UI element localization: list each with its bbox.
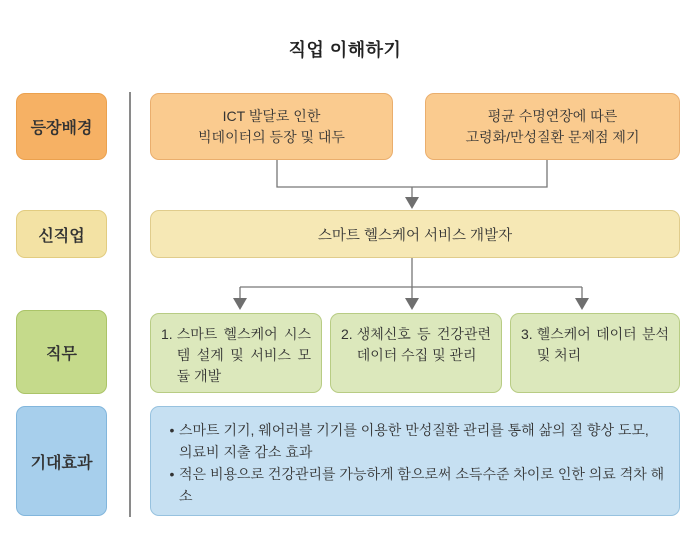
row-label-new-job-text: 신직업 [38,227,85,245]
background-cause-ict-line1: ICT 발달로 인한 [222,107,321,124]
row-label-background [16,93,107,160]
duty-box-3 [510,313,680,393]
row-label-effects [16,406,107,516]
bullet-icon: • [169,422,175,438]
duty-1-text: 스마트 헬스케어 시스템 설계 및 서비스 모듈 개발 [176,326,311,384]
effect-item-2 [165,463,665,507]
down-arrow-icon [233,298,247,310]
duty-3-text: 헬스케어 데이터 분석 및 처리 [536,326,669,363]
effect-item-1 [165,419,665,463]
duty-2-text: 생체신호 등 건강관련 데이터 수집 및 관리 [356,326,491,363]
row-label-duties-text: 직무 [46,345,77,363]
duty-box-2 [330,313,502,393]
page-title: 직업 이해하기 [288,40,402,60]
background-cause-ict-line2: 빅데이터의 등장 및 대두 [198,128,345,145]
effect-1-text: 스마트 기기, 웨어러블 기기를 이용한 만성질환 관리를 통해 삶의 질 향상 도모, 의료비 지출 감소 효과 [179,422,649,460]
row-label-new-job [16,210,107,258]
duty-1-number: 1. [161,326,173,342]
bullet-icon: • [169,466,175,482]
new-job-box [150,210,680,258]
vertical-divider [129,92,131,517]
row-label-effects-text: 기대효과 [30,454,93,472]
row-label-background-text: 등장배경 [30,120,93,137]
duty-box-1 [150,313,322,393]
effect-2-text: 적은 비용으로 건강관리를 가능하게 함으로써 소득수준 차이로 인한 의료 격차 해소 [179,466,665,504]
background-cause-box-aging [425,93,680,160]
duty-3-number: 3. [521,326,533,342]
new-job-text: 스마트 헬스케어 서비스 개발자 [317,227,513,244]
down-arrow-icon [575,298,589,310]
down-arrow-icon [405,197,419,209]
background-cause-aging-line1: 평균 수명연장에 따른 [487,107,618,124]
row-label-duties [16,310,107,394]
down-arrow-icon [405,298,419,310]
background-cause-aging-line2: 고령화/만성질환 문제점 제기 [465,128,640,145]
duty-2-number: 2. [341,326,353,342]
merge-connector-line [277,160,547,187]
expected-effects-box [150,406,680,516]
background-cause-box-ict [150,93,393,160]
